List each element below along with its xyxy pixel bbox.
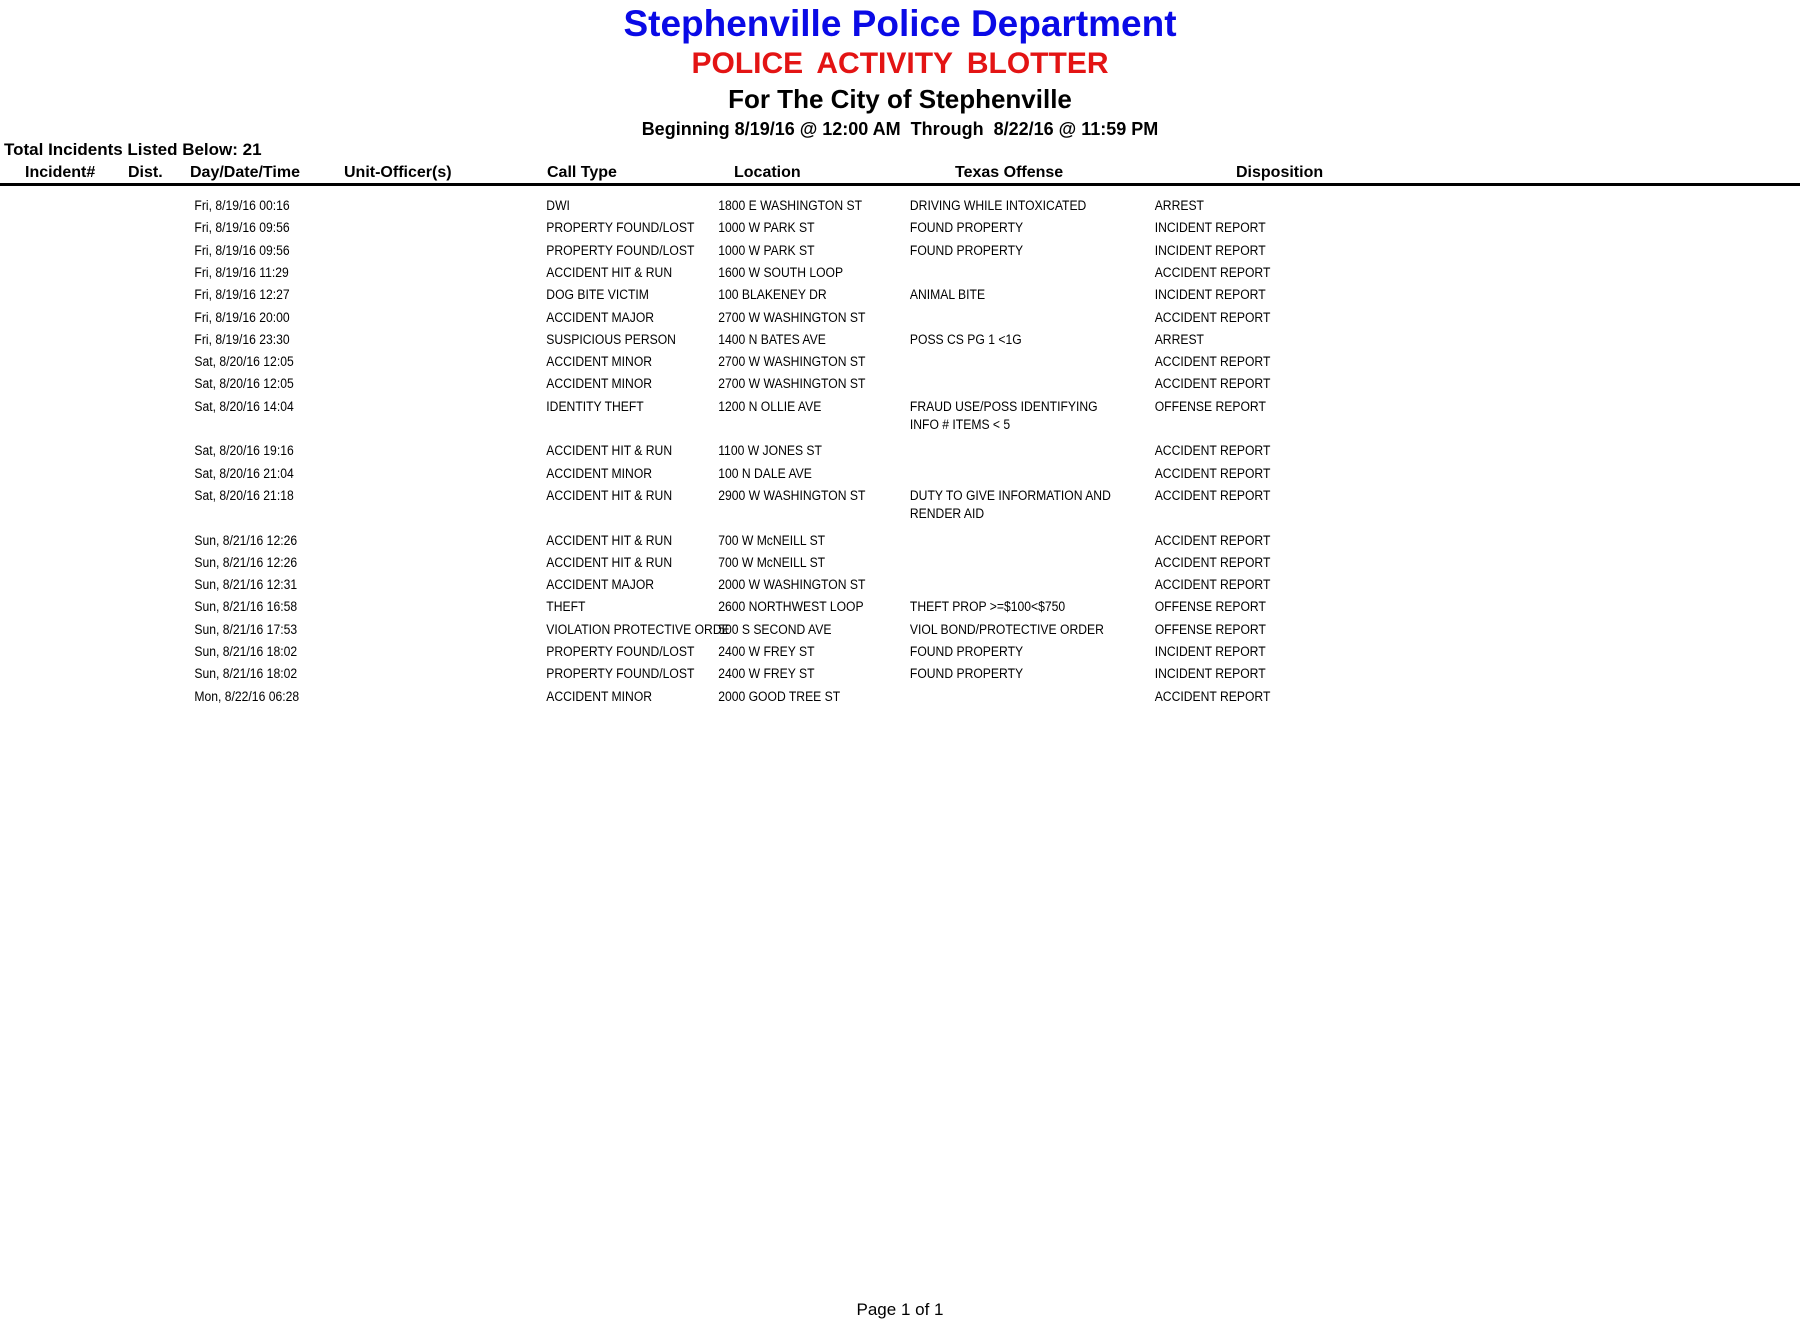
incident-call-type: ACCIDENT MINOR <box>546 376 653 392</box>
incident-call-type: ACCIDENT HIT & RUN <box>546 443 673 459</box>
incident-call-type: PROPERTY FOUND/LOST <box>546 220 695 236</box>
incident-disposition: OFFENSE REPORT <box>1154 599 1266 615</box>
column-header-unit: Unit-Officer(s) <box>344 164 452 181</box>
incident-datetime: Sun, 8/21/16 17:53 <box>194 621 298 637</box>
incident-disposition: OFFENSE REPORT <box>1154 621 1266 637</box>
incident-call-type: ACCIDENT MAJOR <box>546 577 655 593</box>
incident-call-type: VIOLATION PROTECTIVE ORDE <box>546 621 730 637</box>
incident-offense: POSS CS PG 1 <1G <box>909 331 1022 347</box>
incident-offense: FOUND PROPERTY <box>909 666 1024 682</box>
incident-location: 1400 N BATES AVE <box>718 331 826 347</box>
incident-disposition: ARREST <box>1154 331 1204 347</box>
incident-disposition: ACCIDENT REPORT <box>1154 554 1271 570</box>
incident-disposition: ACCIDENT REPORT <box>1154 688 1271 704</box>
incident-datetime: Sat, 8/20/16 14:04 <box>194 398 294 414</box>
incident-datetime: Sat, 8/20/16 12:05 <box>194 376 294 392</box>
incident-location: 1100 W JONES ST <box>718 443 822 459</box>
incident-offense: DUTY TO GIVE INFORMATION AND RENDER AID <box>909 487 1111 521</box>
incident-location: 2600 NORTHWEST LOOP <box>718 599 864 615</box>
incident-call-type: DWI <box>546 198 570 213</box>
incident-location: 1600 W SOUTH LOOP <box>718 264 844 280</box>
incident-datetime: Fri, 8/19/16 09:56 <box>194 220 290 236</box>
column-header-location: Location <box>734 164 801 181</box>
incident-call-type: ACCIDENT MINOR <box>546 465 653 481</box>
incident-call-type: ACCIDENT HIT & RUN <box>546 554 673 570</box>
incident-location: 700 W McNEILL ST <box>718 532 826 548</box>
incident-offense: DRIVING WHILE INTOXICATED <box>909 198 1087 213</box>
incident-offense: FRAUD USE/POSS IDENTIFYING INFO # ITEMS < 5 <box>909 398 1098 432</box>
incident-location: 1000 W PARK ST <box>718 220 815 236</box>
incident-location: 2700 W WASHINGTON ST <box>718 376 866 392</box>
incident-datetime: Fri, 8/19/16 00:16 <box>194 198 290 213</box>
incident-location: 2700 W WASHINGTON ST <box>718 354 866 370</box>
incident-location: 2400 W FREY ST <box>718 666 815 682</box>
incident-disposition: ACCIDENT REPORT <box>1154 309 1271 325</box>
incident-datetime: Fri, 8/19/16 09:56 <box>194 242 290 258</box>
total-incidents: Total Incidents Listed Below: 21 <box>4 140 262 159</box>
incident-disposition: ACCIDENT REPORT <box>1154 532 1271 548</box>
incident-datetime: Sun, 8/21/16 12:26 <box>194 532 298 548</box>
incident-call-type: SUSPICIOUS PERSON <box>546 331 676 347</box>
incident-disposition: ACCIDENT REPORT <box>1154 264 1271 280</box>
incident-location: 1800 E WASHINGTON ST <box>718 198 863 213</box>
incident-datetime: Mon, 8/22/16 06:28 <box>194 688 300 704</box>
city-heading: For The City of Stephenville <box>728 84 1072 114</box>
incident-disposition: ACCIDENT REPORT <box>1154 376 1271 392</box>
column-header-disposition: Disposition <box>1236 164 1324 181</box>
incident-datetime: Sun, 8/21/16 12:26 <box>194 554 298 570</box>
incident-datetime: Sun, 8/21/16 18:02 <box>194 666 298 682</box>
incident-location: 2000 W WASHINGTON ST <box>718 577 866 593</box>
incident-datetime: Fri, 8/19/16 12:27 <box>194 287 290 303</box>
incident-offense: ANIMAL BITE <box>909 287 986 303</box>
incident-disposition: OFFENSE REPORT <box>1154 398 1266 414</box>
department-title: Stephenville Police Department <box>623 3 1177 44</box>
incident-offense: VIOL BOND/PROTECTIVE ORDER <box>909 621 1104 637</box>
incident-offense: FOUND PROPERTY <box>909 644 1024 659</box>
incident-disposition: ACCIDENT REPORT <box>1154 577 1271 593</box>
incident-disposition: INCIDENT REPORT <box>1154 287 1266 303</box>
incident-location: 1000 W PARK ST <box>718 242 815 258</box>
page-number: Page 1 of 1 <box>856 1300 944 1319</box>
incident-offense: FOUND PROPERTY <box>909 220 1024 236</box>
incident-location: 500 S SECOND AVE <box>718 621 832 637</box>
incident-disposition: ACCIDENT REPORT <box>1154 354 1271 370</box>
incident-datetime: Fri, 8/19/16 20:00 <box>194 309 290 325</box>
incident-disposition: ACCIDENT REPORT <box>1154 487 1271 503</box>
incident-datetime: Fri, 8/19/16 23:30 <box>194 331 290 347</box>
column-header-dist: Dist. <box>128 164 163 181</box>
incident-call-type: ACCIDENT HIT & RUN <box>546 532 673 548</box>
incident-call-type: ACCIDENT MINOR <box>546 688 653 704</box>
column-header-call-type: Call Type <box>547 164 617 181</box>
incident-call-type: IDENTITY THEFT <box>546 398 644 414</box>
incident-disposition: ACCIDENT REPORT <box>1154 465 1271 481</box>
column-header-datetime: Day/Date/Time <box>190 164 300 181</box>
blotter-subtitle: POLICE ACTIVITY BLOTTER <box>691 47 1109 80</box>
incident-call-type: DOG BITE VICTIM <box>546 287 649 303</box>
incident-datetime: Sun, 8/21/16 12:31 <box>194 577 298 593</box>
incident-location: 1200 N OLLIE AVE <box>718 398 822 414</box>
incident-call-type: PROPERTY FOUND/LOST <box>546 644 695 659</box>
column-header-incident: Incident# <box>25 164 96 181</box>
header-divider <box>0 183 1800 186</box>
incident-call-type: ACCIDENT MINOR <box>546 354 653 370</box>
incident-disposition: ARREST <box>1154 198 1204 213</box>
incident-disposition: INCIDENT REPORT <box>1154 242 1266 258</box>
column-header-offense: Texas Offense <box>955 164 1064 181</box>
incident-disposition: INCIDENT REPORT <box>1154 644 1266 659</box>
incident-disposition: INCIDENT REPORT <box>1154 220 1266 236</box>
incident-disposition: ACCIDENT REPORT <box>1154 443 1271 459</box>
incident-offense: THEFT PROP >=$100<$750 <box>909 599 1066 615</box>
incident-location: 100 BLAKENEY DR <box>718 287 827 303</box>
incident-location: 2900 W WASHINGTON ST <box>718 487 866 503</box>
incident-datetime: Sat, 8/20/16 19:16 <box>194 443 294 459</box>
incident-call-type: ACCIDENT HIT & RUN <box>546 264 673 280</box>
incident-call-type: PROPERTY FOUND/LOST <box>546 666 695 682</box>
incident-location: 2400 W FREY ST <box>718 644 815 659</box>
incident-call-type: ACCIDENT HIT & RUN <box>546 487 673 503</box>
incident-datetime: Fri, 8/19/16 11:29 <box>194 264 289 280</box>
incident-location: 2000 GOOD TREE ST <box>718 688 841 704</box>
incident-datetime: Sun, 8/21/16 16:58 <box>194 599 298 615</box>
incident-call-type: ACCIDENT MAJOR <box>546 309 655 325</box>
incident-location: 100 N DALE AVE <box>718 465 812 481</box>
incident-offense: FOUND PROPERTY <box>909 242 1024 258</box>
date-range: Beginning 8/19/16 @ 12:00 AM Through 8/22/16 @ 11:59 PM <box>641 119 1159 139</box>
incident-datetime: Sat, 8/20/16 21:18 <box>194 487 294 503</box>
incident-disposition: INCIDENT REPORT <box>1154 666 1266 682</box>
incident-datetime: Sat, 8/20/16 21:04 <box>194 465 294 481</box>
incident-datetime: Sun, 8/21/16 18:02 <box>194 644 298 659</box>
incident-location: 700 W McNEILL ST <box>718 554 826 570</box>
incident-call-type: THEFT <box>546 599 586 615</box>
incident-call-type: PROPERTY FOUND/LOST <box>546 242 695 258</box>
incident-datetime: Sat, 8/20/16 12:05 <box>194 354 294 370</box>
incident-location: 2700 W WASHINGTON ST <box>718 309 866 325</box>
